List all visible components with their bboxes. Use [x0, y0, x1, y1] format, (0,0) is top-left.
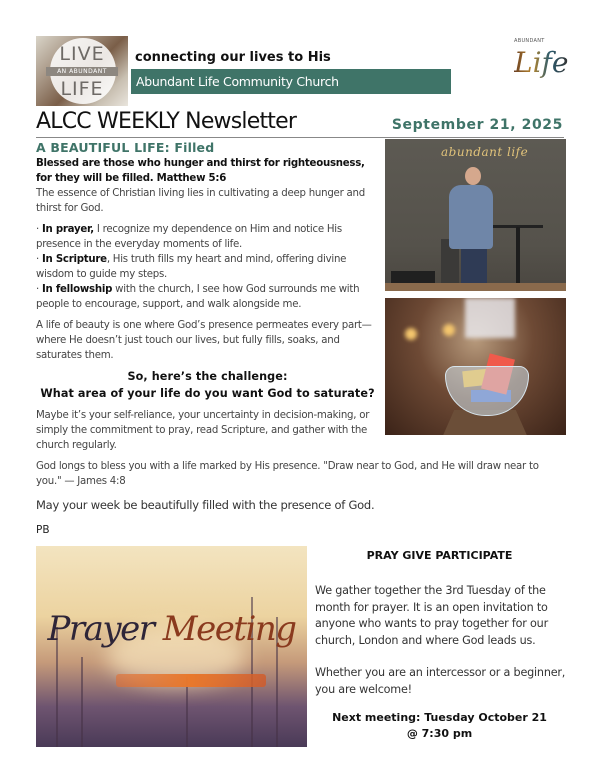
light-shape: [443, 324, 455, 336]
newsletter-header: [0, 0, 600, 139]
header-divider: [36, 137, 564, 138]
light-shape: [405, 328, 417, 340]
table-leg-shape: [516, 227, 520, 289]
orange-brush-stroke: [116, 674, 266, 687]
scripture-quote: Blessed are those who hunger and thirst for righteousness, for they will be filled. Matthew 5:6: [36, 158, 365, 184]
bullet-lead: In Scripture: [41, 254, 107, 265]
signature: PB: [36, 524, 50, 536]
floor-shape: [385, 283, 566, 291]
tagline: connecting our lives to His: [135, 50, 331, 65]
bullet-item: · In prayer, I recognize my dependence on Him and notice His presence in the everyday moments of life.: [36, 224, 342, 250]
maybe-paragraph: Maybe it’s your self-reliance, your uncertainty in decision-making, or simply the commitment to pray, read Scripture, and gather with the church regularly.: [36, 410, 370, 451]
bullet-text: , His truth fills my heart and mind, offering divine wisdom to guide my steps.: [36, 254, 347, 280]
prayer-paragraph-1: We gather together the 3rd Tuesday of the month for prayer. It is an open invitation to anyone who wants to pray together for our church, London and where God leads us.: [315, 584, 548, 647]
pgp-heading: PRAY GIVE PARTICIPATE: [366, 549, 513, 562]
next-meeting: [313, 710, 566, 742]
prayer-section: [36, 546, 566, 767]
logo-live-text: LIVE: [59, 43, 105, 65]
pastor-preaching-photo: [385, 139, 566, 291]
challenge-line-1: So, here’s the challenge:: [127, 370, 288, 383]
intro-paragraph: The essence of Christian living lies in cultivating a deep hunger and thirst for God.: [36, 188, 365, 214]
next-meeting-date: Next meeting: Tuesday October 21: [332, 711, 547, 724]
challenge-line-2: What area of your life do you want God to saturate?: [40, 387, 375, 400]
script-word-prayer: Prayer: [47, 609, 154, 649]
beauty-paragraph: A life of beauty is one where God’s presence permeates every part—where He doesn’t just touch our lives, but fully fills, soaks, and saturates them.: [36, 320, 372, 361]
bullet-text: I recognize my dependence on Him and notice His presence in the everyday moments of life.: [36, 224, 342, 250]
photo-column: [385, 139, 566, 435]
sponges-bowl-photo: [385, 298, 566, 435]
window-shape: [465, 298, 515, 338]
logo-small-text: ABUNDANT: [514, 38, 545, 44]
bullet-text: with the church, I see how God surrounds me with people to encourage, support, and walk alongside me.: [36, 284, 360, 310]
article-heading: A BEAUTIFUL LIFE: Filled: [36, 140, 215, 155]
newsletter-date: September 21, 2025: [391, 117, 563, 133]
church-name-bar: Abundant Life Community Church: [131, 69, 451, 94]
logo-life-text: LIFE: [60, 78, 104, 100]
closing-line: May your week be beautifully filled with the presence of God.: [36, 498, 375, 512]
bullet-lead: In fellowship: [41, 284, 113, 295]
pastor-shirt-shape: [449, 185, 493, 249]
challenge-heading: [36, 368, 379, 402]
longs-paragraph: God longs to bless you with a life marked by His presence. "Draw near to God, and He will draw near to you." — James 4:8: [36, 461, 539, 487]
pastor-head-shape: [465, 167, 481, 185]
live-abundant-life-logo: [36, 36, 128, 106]
bullet-item: · In fellowship with the church, I see how God surrounds me with people to encourage, support, and walk alongside me.: [36, 284, 360, 310]
newsletter-title: ALCC WEEKLY Newsletter: [36, 109, 297, 134]
grass-stem: [186, 677, 188, 747]
prayer-paragraph-2: Whether you are an intercessor or a beginner, you are welcome!: [315, 666, 566, 696]
prayer-meeting-image: [36, 546, 307, 747]
bullet-item: · In Scripture, His truth fills my heart and mind, offering divine wisdom to guide my steps.: [36, 254, 347, 280]
glass-bowl-shape: [445, 366, 529, 416]
stage-sign-text: abundant life: [441, 145, 529, 159]
logo-script-text: Life: [514, 46, 569, 79]
next-meeting-time: @ 7:30 pm: [406, 727, 473, 740]
prayer-meeting-script: [42, 608, 301, 650]
grass-stem: [81, 657, 83, 747]
abundant-life-logo: [508, 36, 568, 92]
logo-band-text: AN ABUNDANT: [46, 67, 118, 76]
bullet-lead: In prayer,: [41, 224, 94, 235]
script-word-meeting: Meeting: [162, 609, 296, 649]
article: [36, 139, 566, 538]
pray-give-participate-section: [313, 546, 566, 742]
